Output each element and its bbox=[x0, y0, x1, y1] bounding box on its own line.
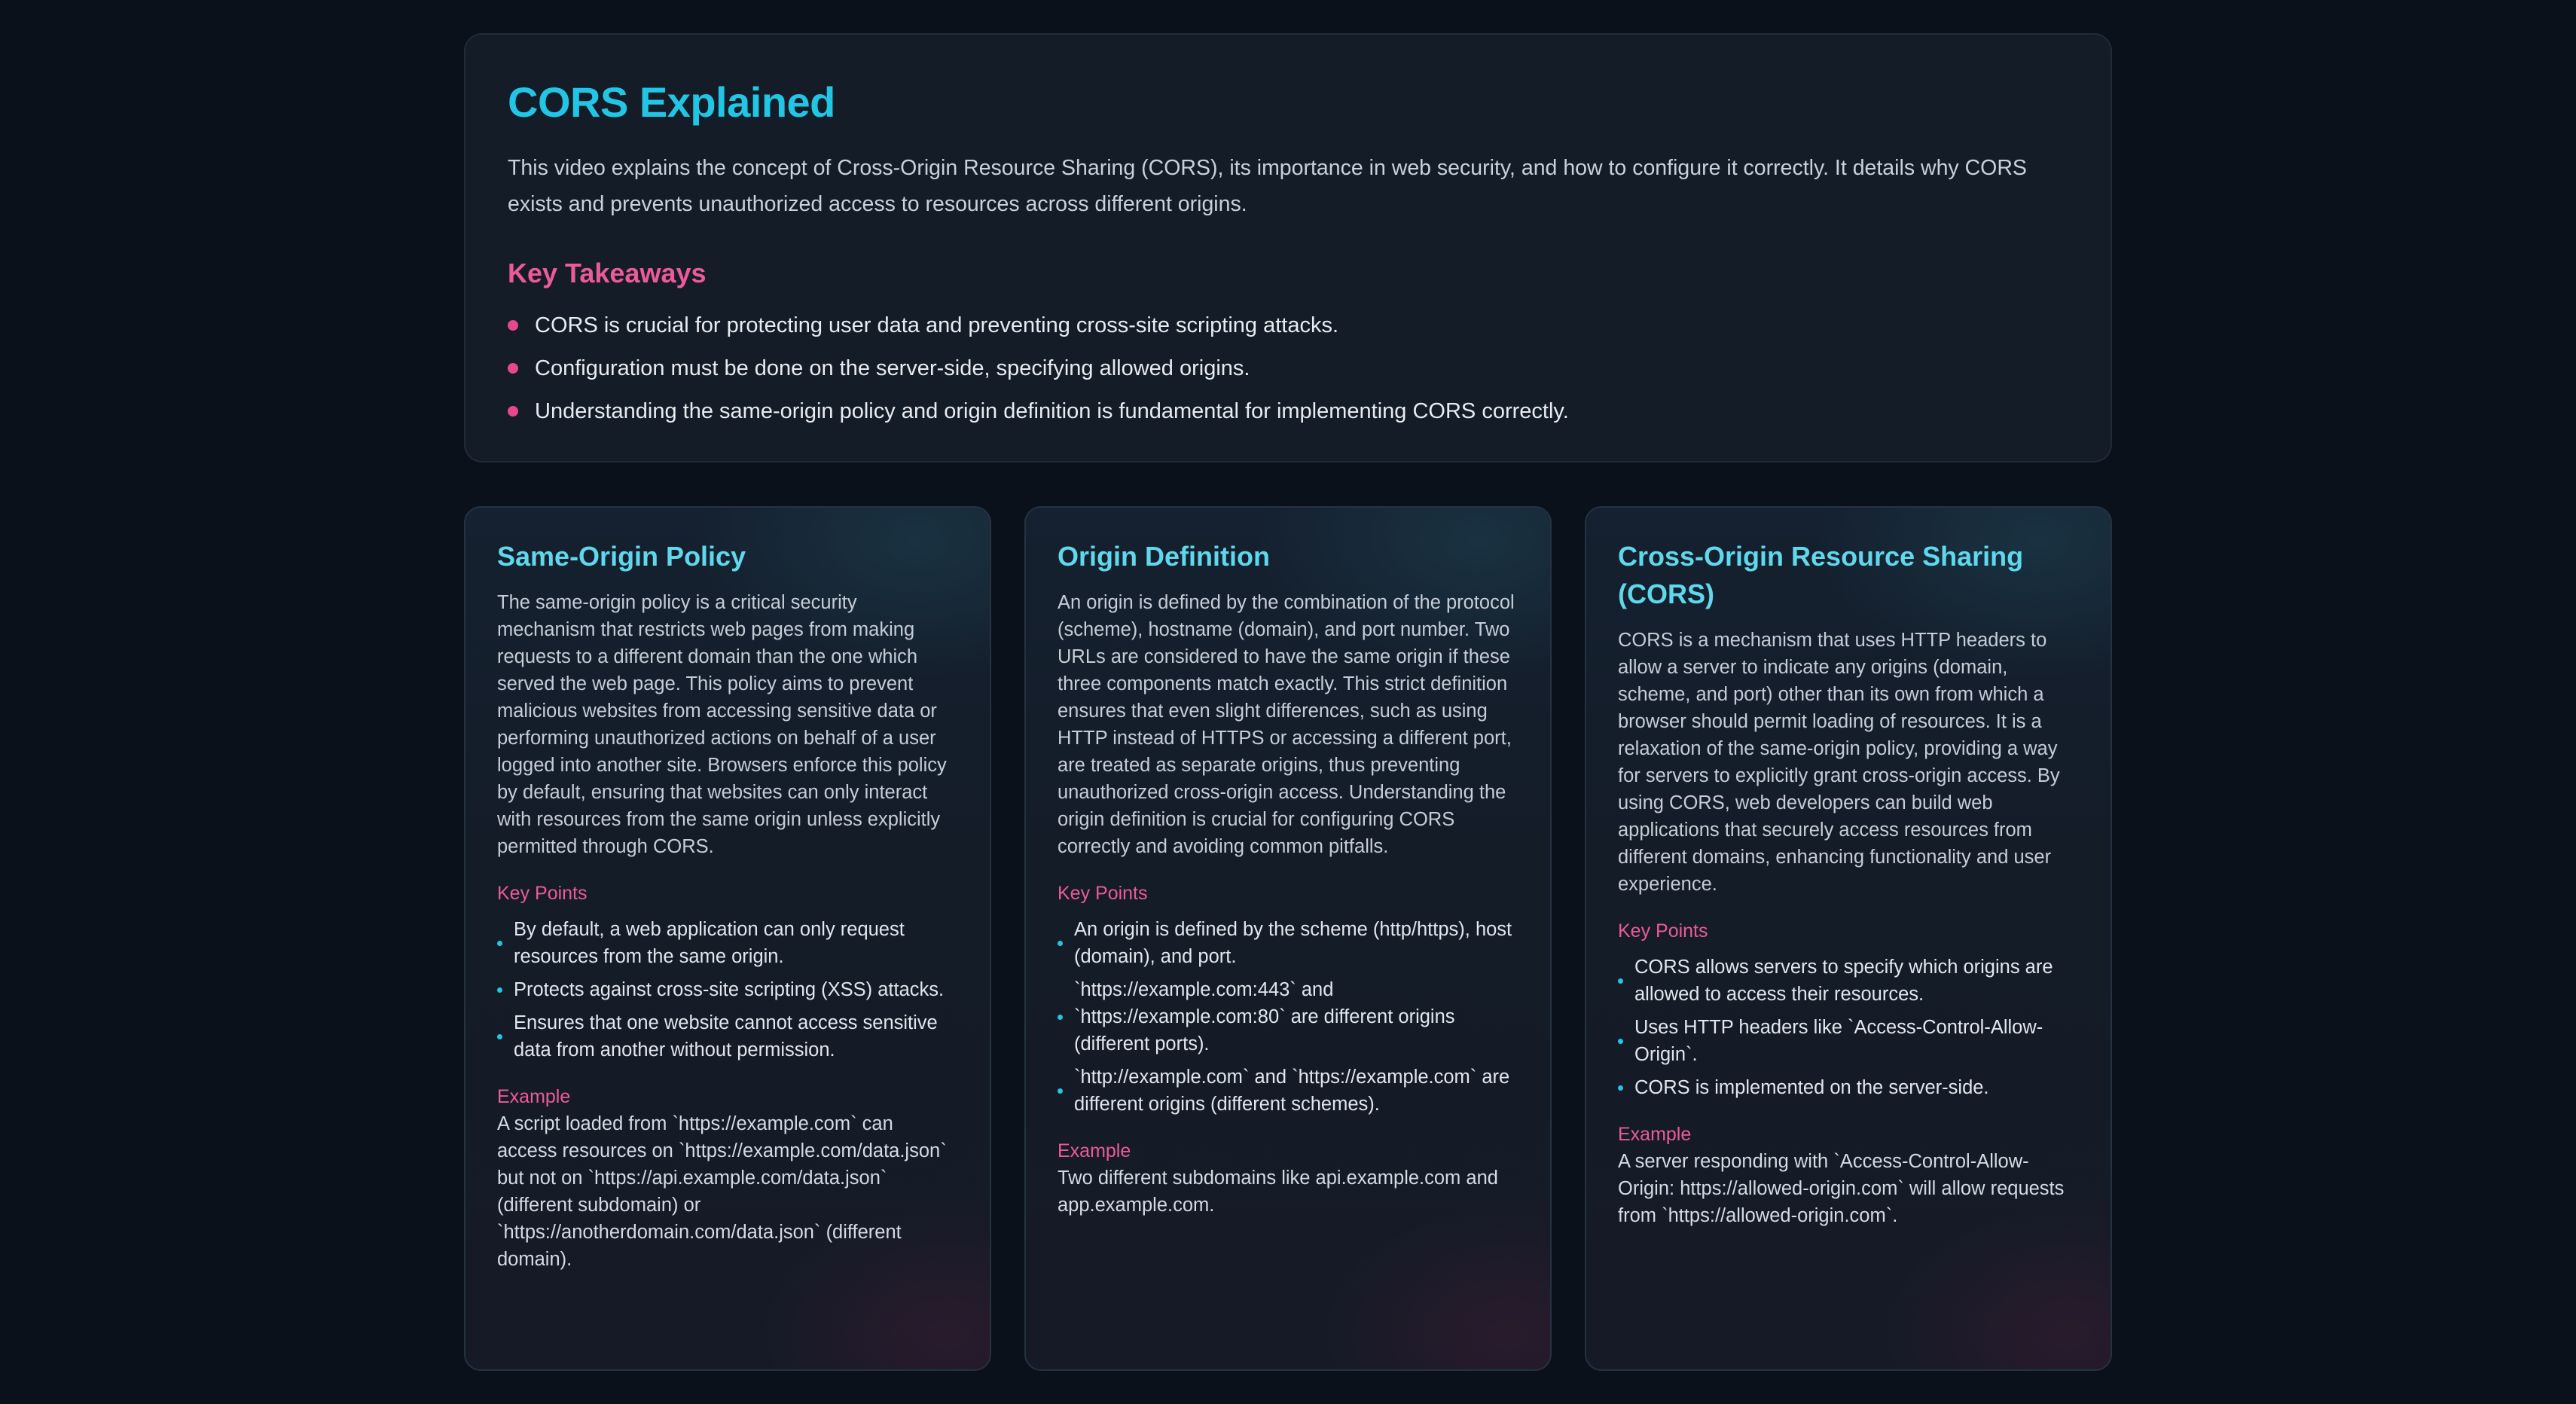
topic-card-origin-definition bbox=[1024, 506, 1552, 1371]
key-point-item bbox=[497, 976, 958, 1003]
takeaway-item bbox=[508, 347, 2068, 390]
key-point-text: By default, a web application can only request resources from the same origin. bbox=[514, 919, 905, 967]
key-points-heading: Key Points bbox=[1618, 920, 1708, 942]
key-point-text: Protects against cross-site scripting (XSS) attacks. bbox=[514, 979, 945, 1000]
bullet-dot-icon bbox=[497, 941, 502, 946]
key-point-item bbox=[1058, 1064, 1518, 1118]
key-point-text: Uses HTTP headers like `Access-Control-Allow-Origin`. bbox=[1634, 1017, 2043, 1065]
example-heading: Example bbox=[1618, 1124, 1692, 1145]
bullet-dot-icon bbox=[508, 320, 518, 331]
key-point-item bbox=[1058, 976, 1518, 1058]
page-title: CORS Explained bbox=[508, 78, 835, 126]
bullet-dot-icon bbox=[1618, 1085, 1623, 1091]
example-heading: Example bbox=[1058, 1140, 1131, 1161]
key-point-text: `https://example.com:443` and `https://example.com:80` are different origins (different ports). bbox=[1074, 979, 1455, 1055]
key-point-text: `http://example.com` and `https://example.com` are different origins (different schemes). bbox=[1074, 1067, 1510, 1115]
key-point-item bbox=[497, 916, 958, 970]
topic-cards-grid bbox=[464, 506, 2112, 1371]
bullet-dot-icon bbox=[508, 363, 518, 374]
key-point-item bbox=[1618, 954, 2079, 1008]
example-text: Two different subdomains like api.example.com and app.example.com. bbox=[1058, 1167, 1498, 1216]
key-point-item bbox=[1618, 1014, 2079, 1068]
key-points-heading: Key Points bbox=[1058, 883, 1148, 904]
key-points-list bbox=[497, 916, 958, 1064]
card-title: Origin Definition bbox=[1058, 541, 1270, 572]
example-text: A script loaded from `https://example.com` can access resources on `https://example.com/data.json` but not on `https://api.example.com/data.json` (different subdomain) or `https://anotherdomain.com/data.json` (different domain). bbox=[497, 1113, 947, 1270]
page-container bbox=[464, 33, 2112, 1270]
key-points-list bbox=[1618, 954, 2079, 1101]
takeaway-item bbox=[508, 304, 2068, 347]
takeaway-text: Configuration must be done on the server-side, specifying allowed origins. bbox=[535, 356, 1250, 381]
takeaway-text: CORS is crucial for protecting user data and preventing cross-site scripting attacks. bbox=[535, 313, 1339, 338]
takeaway-item bbox=[508, 390, 2068, 433]
bullet-dot-icon bbox=[497, 1034, 502, 1039]
key-takeaways-list bbox=[508, 304, 2068, 433]
topic-card-cors bbox=[1585, 506, 2112, 1371]
card-title: Same-Origin Policy bbox=[497, 541, 746, 572]
example-heading: Example bbox=[497, 1086, 571, 1107]
bullet-dot-icon bbox=[1618, 1039, 1623, 1044]
key-point-text: CORS is implemented on the server-side. bbox=[1634, 1077, 1989, 1098]
key-points-heading: Key Points bbox=[497, 883, 588, 904]
card-description: The same-origin policy is a critical security mechanism that restricts web pages from making requests to a different domain than the one which served the web page. This policy aims to prevent malicious websites from accessing sensitive data or performing unauthorized actions on behalf of a user logged into another site. Browsers enforce this policy by default, ensuring that websites can only interact with resources from the same origin unless explicitly permitted through CORS. bbox=[497, 592, 947, 857]
bullet-dot-icon bbox=[497, 987, 502, 993]
summary-card bbox=[464, 33, 2112, 462]
card-title: Cross-Origin Resource Sharing (CORS) bbox=[1618, 541, 2024, 609]
bullet-dot-icon bbox=[1618, 978, 1623, 984]
bullet-dot-icon bbox=[1058, 1015, 1063, 1020]
key-point-item bbox=[1618, 1074, 2079, 1101]
summary-description: This video explains the concept of Cross-Origin Resource Sharing (CORS), its importance in web security, and how to configure it correctly. It details why CORS exists and prevents unauthorized access to resources across different origins. bbox=[508, 156, 2027, 217]
key-point-text: Ensures that one website cannot access sensitive data from another without permission. bbox=[514, 1012, 938, 1061]
card-description: An origin is defined by the combination of the protocol (scheme), hostname (domain), and port number. Two URLs are considered to have the same origin if these three components match exactly. This strict definition ensures that even slight differences, such as using HTTP instead of HTTPS or accessing a different port, are treated as separate origins, thus preventing unauthorized cross-origin access. Understanding the origin definition is crucial for configuring CORS correctly and avoiding common pitfalls. bbox=[1058, 592, 1515, 857]
example-text: A server responding with `Access-Control-Allow-Origin: https://allowed-origin.com` will allow requests from `https://allowed-origin.com`. bbox=[1618, 1151, 2065, 1226]
topic-card-same-origin-policy bbox=[464, 506, 991, 1371]
bullet-dot-icon bbox=[1058, 1088, 1063, 1094]
key-points-list bbox=[1058, 916, 1518, 1118]
takeaway-text: Understanding the same-origin policy and origin definition is fundamental for implementing CORS correctly. bbox=[535, 399, 1569, 424]
key-point-text: CORS allows servers to specify which origins are allowed to access their resources. bbox=[1634, 957, 2053, 1005]
bullet-dot-icon bbox=[508, 406, 518, 417]
key-takeaways-heading: Key Takeaways bbox=[508, 258, 707, 289]
card-description: CORS is a mechanism that uses HTTP headers to allow a server to indicate any origins (domain, scheme, and port) other than its own from which a browser should permit loading of resources. It is a relaxation of the same-origin policy, providing a way for servers to explicitly grant cross-origin access. By using CORS, web developers can build web applications that securely access resources from different domains, enhancing functionality and user experience. bbox=[1618, 630, 2060, 895]
key-point-text: An origin is defined by the scheme (http/https), host (domain), and port. bbox=[1074, 919, 1512, 967]
key-point-item bbox=[497, 1009, 958, 1064]
key-point-item bbox=[1058, 916, 1518, 970]
bullet-dot-icon bbox=[1058, 941, 1063, 946]
